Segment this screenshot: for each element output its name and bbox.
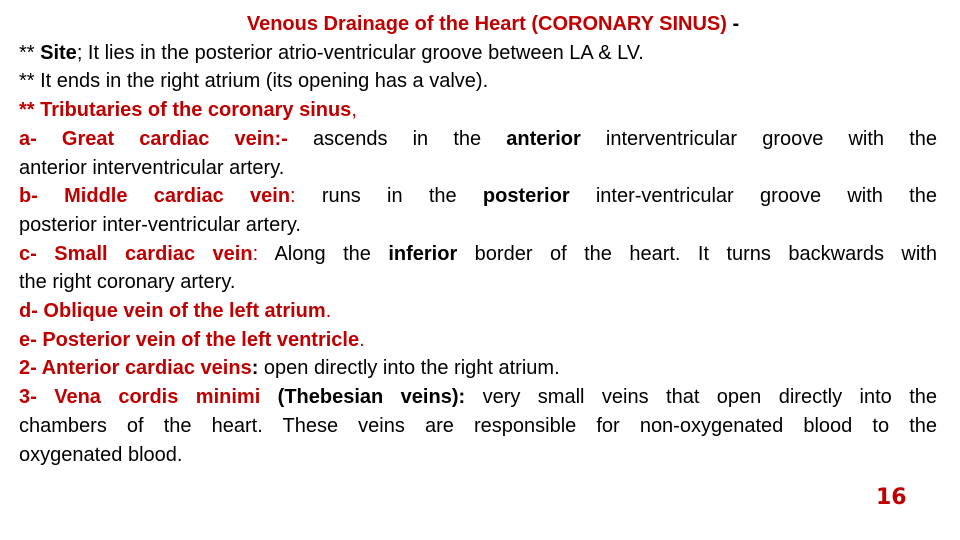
- vena-cordis-minimi-text: very small veins that open directly into the: [465, 386, 937, 409]
- page-number: 16: [876, 485, 907, 510]
- anterior-cardiac-veins-line: [19, 354, 937, 383]
- oblique-vein-label: d- Oblique vein of the left atrium: [19, 300, 326, 323]
- posterior-vein-label: e- Posterior vein of the left ventricle: [19, 328, 360, 351]
- tributaries-comma: ,: [351, 99, 357, 122]
- small-cardiac-vein-pre: Along the: [258, 242, 389, 265]
- oblique-vein-period: .: [325, 300, 332, 323]
- great-cardiac-vein-line: [19, 125, 937, 154]
- anterior-cardiac-veins-colon: :: [251, 357, 259, 380]
- small-cardiac-vein-line: [19, 240, 937, 269]
- vena-cordis-minimi-line: [19, 383, 937, 412]
- tributaries-heading: [19, 96, 937, 125]
- great-cardiac-vein-label: a- Great cardiac vein:-: [19, 127, 288, 150]
- site-prefix: **: [19, 41, 41, 64]
- middle-cardiac-vein-post: inter-ventricular groove with the: [569, 185, 937, 208]
- great-cardiac-vein-bold: anterior: [506, 127, 581, 150]
- middle-cardiac-vein-bold: posterior: [482, 185, 570, 208]
- middle-cardiac-vein-line: [19, 182, 937, 211]
- middle-cardiac-vein-label: b- Middle cardiac vein: [19, 185, 291, 208]
- great-cardiac-vein-post: interventricular groove with the: [580, 127, 937, 150]
- great-cardiac-vein-pre: ascends in the: [287, 127, 507, 150]
- vena-cordis-minimi-line-2: chambers of the heart. These veins are responsible for non-oxygenated blood to the: [19, 414, 937, 437]
- middle-cardiac-vein-line-2: posterior inter-ventricular artery.: [19, 213, 301, 236]
- great-cardiac-vein-line-2: anterior interventricular artery.: [19, 156, 285, 179]
- tributaries-label: ** Tributaries of the coronary sinus: [19, 99, 352, 122]
- small-cardiac-vein-colon: :: [252, 242, 259, 265]
- thebesian-veins-label: (Thebesian veins):: [260, 386, 466, 409]
- middle-cardiac-vein-colon: :: [290, 185, 296, 208]
- vena-cordis-minimi-line-3: oxygenated blood.: [19, 443, 183, 466]
- vena-cordis-minimi-label: 3- Vena cordis minimi: [19, 386, 261, 409]
- anterior-cardiac-veins-label: 2- Anterior cardiac veins: [19, 357, 252, 380]
- small-cardiac-vein-bold: inferior: [388, 242, 458, 265]
- site-line: [19, 39, 937, 68]
- anterior-cardiac-veins-text: open directly into the right atrium.: [258, 357, 560, 380]
- title-dash: -: [726, 13, 740, 35]
- small-cardiac-vein-label: c- Small cardiac vein: [19, 242, 253, 265]
- slide-title: [19, 10, 937, 39]
- oblique-vein-line: [19, 297, 937, 326]
- title-text: Venous Drainage of the Heart (CORONARY SINUS): [246, 13, 727, 35]
- small-cardiac-vein-line-2: the right coronary artery.: [19, 271, 236, 294]
- small-cardiac-vein-post: border of the heart. It turns backwards with: [457, 242, 937, 265]
- ends-line: ** It ends in the right atrium (its opening has a valve).: [19, 70, 489, 93]
- posterior-vein-period: .: [359, 328, 365, 351]
- slide-body: [19, 10, 937, 469]
- posterior-vein-line: [19, 326, 937, 355]
- site-label: Site: [40, 41, 77, 64]
- site-text: ; It lies in the posterior atrio-ventricular groove between LA & LV.: [76, 41, 644, 64]
- middle-cardiac-vein-pre: runs in the: [295, 185, 483, 208]
